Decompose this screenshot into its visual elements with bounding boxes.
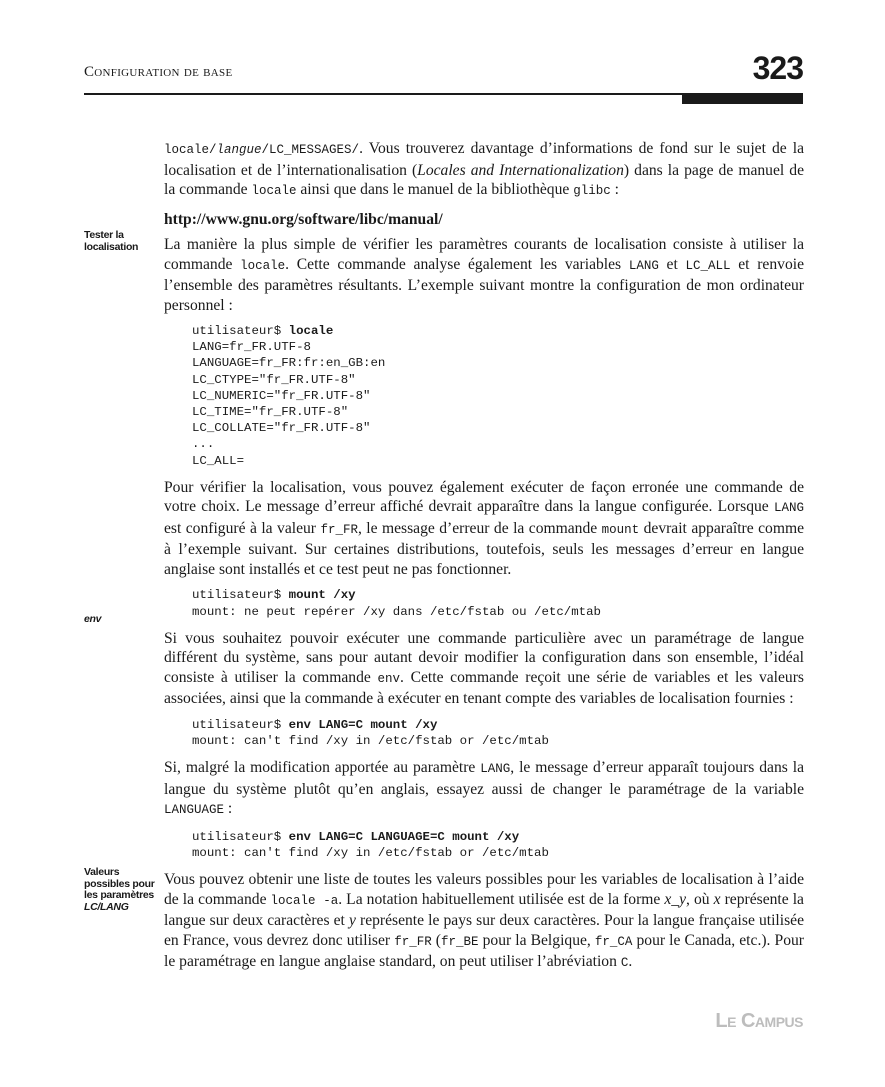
code-block-env-lang: utilisateur$ env LANG=C mount /xy mount: can't find /xy in /etc/fstab or /etc/mtab (192, 717, 549, 748)
code-block-mount: utilisateur$ mount /xy mount: ne peut repérer /xy dans /etc/fstab ou /etc/mtab (192, 588, 601, 619)
margin-note-valeurs: Valeurs possibles pour les paramètres LC/LANG (84, 866, 155, 913)
chapter-title: Configuration de base (84, 64, 233, 80)
manual-url: http://www.gnu.org/software/libc/manual/ (164, 210, 443, 228)
code-block-locale: utilisateur$ locale LANG=fr_FR.UTF-8 LANGUAGE=fr_FR:fr:en_GB:en LC_CTYPE="fr_FR.UTF-8" LC_NUMERIC="fr_FR.UTF-8" LC_TIME="fr_FR.UTF-8" LC_COLLATE="fr_FR.UTF-8" ... LC_ALL= (192, 324, 386, 468)
paragraph-language: Si, malgré la modification apportée au paramètre LANG, le message d’erreur apparaît toujours dans la langue du système plutôt qu’en anglais, essayez aussi de changer le paramétrage de la variable LANGUAGE : (164, 759, 804, 818)
publisher-logo: Le Campus (715, 1010, 803, 1032)
margin-note-env: env (84, 613, 102, 625)
code-block-env-language: utilisateur$ env LANG=C LANGUAGE=C mount /xy mount: can't find /xy in /etc/fstab or /etc/mtab (192, 829, 549, 860)
margin-note-tester: Tester la localisation (84, 229, 139, 253)
paragraph-tester: La manière la plus simple de vérifier les paramètres courants de localisation consiste à utiliser la commande locale. Cette commande analyse également les variables LANG et LC_ALL et renvoie l’ensemble des paramètres résultants. L’exemple suivant montre la configuration de mon ordinateur personnel : (164, 236, 804, 314)
paragraph-valeurs: Vous pouvez obtenir une liste de toutes les valeurs possibles pour les variables de localisation à l’aide de la commande locale -a. La notation habituellement utilisée est de la forme x_y, où x représente la langue sur deux caractères et y représente le pays sur deux caractères. Pour la langue française utilisée en France, vous devrez donc utiliser fr_FR (fr_BE pour la Belgique, fr_CA pour le Canada, etc.). Pour le paramétrage en langue anglaise standard, on peut utiliser l’abréviation C. (164, 871, 805, 971)
page-number: 323 (752, 50, 803, 86)
paragraph-locale-path: locale/langue/LC_MESSAGES/. Vous trouverez davantage d’informations de fond sur le sujet de la localisation et de l’internationalisation (Locales and Internationalization) dans la page de manuel de la commande locale ainsi que dans le manuel de la bibliothèque glibc : (164, 140, 804, 198)
paragraph-verifier: Pour vérifier la localisation, vous pouvez également exécuter de façon erronée une commande de votre choix. Le message d’erreur affiché devrait apparaître dans la langue configurée. Lorsque LANG est configuré à la valeur fr_FR, le message d’erreur de la commande mount devrait apparaître comme à l’exemple suivant. Sur certaines distributions, toutefois, seuls les messages d’erreur en langue anglaise sont installés et ce test peut ne pas fonctionner. (164, 478, 805, 578)
main-text (164, 139, 804, 982)
paragraph-env: Si vous souhaitez pouvoir exécuter une commande particulière avec un paramétrage de langue différent du système, sans pour autant devoir modifier la configuration dans son ensemble, l’idéal consiste à utiliser la commande env. Cette commande reçoit une série de variables et les valeurs associées, ainsi que la commande à exécuter en tenant compte des variables de localisation fournies : (164, 629, 804, 708)
header-bar (682, 95, 803, 104)
